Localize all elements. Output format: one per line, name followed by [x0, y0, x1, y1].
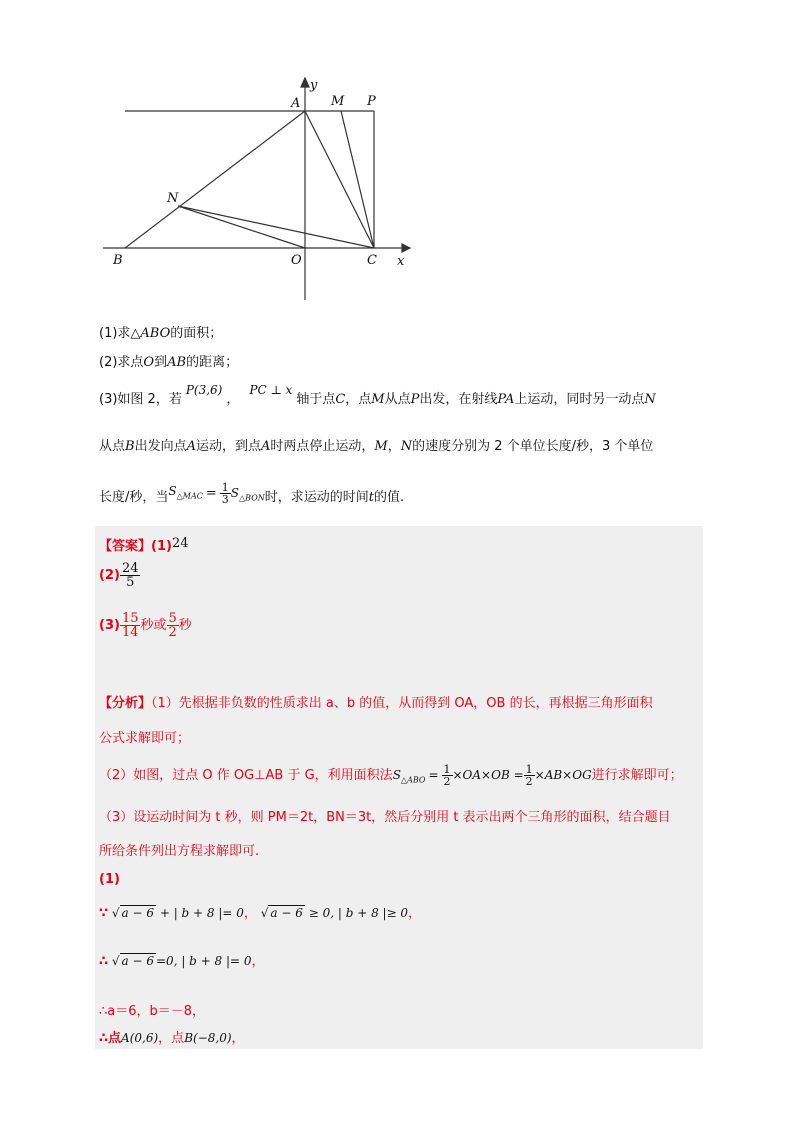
formula-s: S	[392, 768, 401, 782]
question-3-line-1	[99, 383, 656, 409]
q3-text: 从点	[99, 439, 126, 454]
analysis-label: 【分析】	[99, 696, 152, 711]
q3-var: A	[261, 439, 271, 454]
formula-part-2: ×AB×OG	[534, 768, 592, 782]
formula-part-1: ×OA×OB =	[452, 768, 524, 782]
q3-var: P	[410, 392, 420, 407]
question-2	[99, 354, 238, 372]
sqrt-expr: a − 6	[121, 954, 154, 968]
q3-pc-perp: PC ⊥ x	[249, 383, 293, 397]
question-3-line-3	[99, 481, 405, 511]
q1-var: ABO	[140, 326, 171, 341]
q3-var: M	[374, 439, 388, 454]
sqrt-expr: a − 6	[270, 906, 303, 920]
analysis-1b-text: 公式求解即可；	[99, 731, 191, 746]
answer-2-num: 24	[121, 561, 139, 576]
q3-text: 轴于点	[296, 392, 336, 407]
point-a-coord: A(0,6)	[121, 1031, 159, 1045]
q3-s-sub: △MAC	[176, 491, 203, 501]
answer-label: 【答案】	[99, 539, 152, 554]
nc-line	[178, 206, 374, 248]
answer-3-den-1: 14	[121, 625, 139, 640]
q1-prefix: (1)求△	[99, 326, 141, 341]
x-axis-arrow	[402, 244, 410, 252]
q3-s-mac	[168, 484, 203, 501]
q2-mid: 到	[154, 355, 168, 370]
solution-1-label	[99, 872, 120, 887]
analysis-3b-text: 所给条件列出方程求解即可.	[99, 844, 260, 859]
q3-s-sub: △BON	[239, 493, 265, 503]
answer-1-value: 24	[171, 536, 189, 551]
half-den: 2	[525, 775, 533, 788]
label-c: C	[367, 253, 377, 268]
q3-var: M	[371, 392, 385, 407]
solution-4-text: ∴a＝6，b＝－8，	[99, 1004, 206, 1019]
q2-var-o: O	[143, 355, 155, 370]
q3-text: 出发，在射线	[419, 392, 498, 407]
answer-3-prefix: (3)	[99, 618, 120, 633]
question-1	[99, 325, 222, 343]
solution-2-sep: ，	[243, 906, 257, 921]
geometry-figure	[95, 75, 415, 310]
label-y: y	[310, 78, 318, 93]
q3-var: t	[368, 490, 375, 505]
abs-expr: + | b + 8 |= 0	[159, 906, 244, 920]
answer-3-mid: 秒或	[140, 618, 167, 633]
analysis-2-formula	[392, 768, 442, 785]
q3-text: 长度/秒，当	[99, 490, 169, 505]
label-m: M	[331, 94, 345, 109]
q3-var: N	[400, 439, 413, 454]
point-b-coord: B(−8,0)	[184, 1031, 232, 1045]
answer-2-den: 5	[126, 575, 135, 590]
solution-3-end: ，	[251, 954, 265, 969]
q3-comma: ，	[226, 392, 240, 407]
answer-1-prefix: (1)	[151, 539, 172, 554]
q3-var: A	[186, 439, 196, 454]
q3-text: ，点	[345, 392, 372, 407]
q3-text: 出发向点	[134, 439, 187, 454]
solution-2-row	[99, 902, 421, 921]
q3-s-bon	[230, 486, 265, 503]
label-o: O	[291, 253, 302, 268]
q3-var: B	[125, 439, 135, 454]
analysis-2-suffix: 进行求解即可；	[591, 768, 683, 783]
analysis-2-text: （2）如图，过点 O 作 OG⊥AB 于 G，利用面积法	[99, 768, 393, 783]
solution-2-math-b: √ a − 6 ≥ 0, | b + 8 |≥ 0	[256, 906, 409, 920]
abs-expr: =0, | b + 8 |= 0	[156, 954, 252, 968]
q3-frac-den: 3	[221, 493, 229, 506]
q3-p-coord: P(3,6)	[185, 383, 223, 397]
q1-suffix: 的面积；	[170, 326, 223, 341]
q2-prefix: (2)求点	[99, 355, 144, 370]
solution-2-math: √ a − 6 + | b + 8 |= 0	[108, 906, 244, 920]
q3-frac	[220, 482, 231, 505]
formula-sub: △ABO	[400, 775, 426, 785]
half-num: 1	[443, 763, 451, 776]
q2-suffix: 的距离；	[186, 355, 239, 370]
q3-var: C	[335, 392, 346, 407]
answer-1-row	[99, 535, 189, 554]
no-line	[178, 206, 305, 248]
label-b: B	[113, 253, 123, 268]
q3-var: N	[644, 392, 656, 407]
solution-5-mid: ，点	[158, 1031, 185, 1046]
answer-3-row	[99, 612, 192, 639]
q3-s-symbol: S	[168, 484, 177, 498]
solution-1-text: (1)	[99, 872, 120, 887]
solution-5-end: ，	[231, 1031, 245, 1046]
analysis-3-row	[99, 806, 671, 825]
analysis-3-text: （3）设运动时间为 t 秒，则 PM＝2t，BN＝3t，然后分别用 t 表示出两个三角形的面积，结合题目	[99, 810, 671, 825]
label-n: N	[167, 191, 179, 206]
answer-panel	[95, 526, 703, 1049]
therefore-symbol: ∴	[99, 954, 109, 969]
q3-text: ，	[387, 439, 401, 454]
q3-text: 运动，到点	[195, 439, 261, 454]
answer-3-num-2: 5	[168, 611, 177, 626]
answer-3-suffix: 秒	[178, 618, 192, 633]
analysis-3b-row	[99, 840, 259, 859]
q2-var-ab: AB	[167, 355, 187, 370]
answer-3-den-2: 2	[168, 625, 177, 640]
analysis-2-half-1	[442, 764, 453, 787]
q3-text: 的值.	[374, 490, 405, 505]
answer-2-row	[99, 562, 140, 589]
ac-line	[305, 111, 374, 248]
q3-var: PA	[497, 392, 515, 407]
q3-text: 时两点停止运动，	[270, 439, 375, 454]
label-x: x	[397, 254, 405, 269]
formula-eq: =	[428, 768, 439, 782]
answer-3-frac-1	[120, 612, 141, 639]
q3-s-symbol: S	[230, 486, 240, 500]
y-axis-arrow	[301, 78, 309, 87]
half-num: 1	[525, 763, 533, 776]
because-symbol: ∵	[99, 906, 109, 921]
sqrt-expr: a − 6	[121, 906, 154, 920]
abs-expr: ≥ 0, | b + 8 |≥ 0	[308, 906, 409, 920]
solution-4-row	[99, 1000, 205, 1019]
q3-eq: =	[205, 486, 217, 501]
half-den: 2	[443, 775, 451, 788]
question-3-line-2	[99, 438, 653, 456]
answer-2-frac	[120, 562, 141, 589]
q3-frac-num: 1	[221, 481, 229, 494]
q3-text: (3)如图 2，若	[99, 392, 182, 407]
answer-3-frac-2	[167, 612, 179, 639]
analysis-2-half-2	[524, 764, 535, 787]
answer-2-prefix: (2)	[99, 568, 120, 583]
solution-3-math: √ a − 6 =0, | b + 8 |= 0	[108, 954, 252, 968]
mc-line	[341, 111, 374, 248]
label-a: A	[291, 96, 301, 111]
q3-text: 时，求运动的时间	[264, 490, 369, 505]
therefore-symbol: ∴点	[99, 1031, 122, 1046]
solution-3-row	[99, 950, 265, 969]
q3-text: 上运动，同时另一动点	[514, 392, 645, 407]
label-p: P	[367, 94, 376, 109]
analysis-1-row	[99, 692, 653, 711]
analysis-1-text: （1）先根据非负数的性质求出 a、b 的值，从而得到 OA，OB 的长，再根据三角形面积	[151, 696, 653, 711]
analysis-1b-row	[99, 727, 190, 746]
analysis-2-row	[99, 764, 683, 787]
solution-2-end: ，	[408, 906, 422, 921]
solution-5-row	[99, 1027, 245, 1046]
q3-text: 从点	[384, 392, 411, 407]
q3-text: 的速度分别为 2 个单位长度/秒，3 个单位	[412, 439, 654, 454]
answer-3-num-1: 15	[121, 611, 139, 626]
